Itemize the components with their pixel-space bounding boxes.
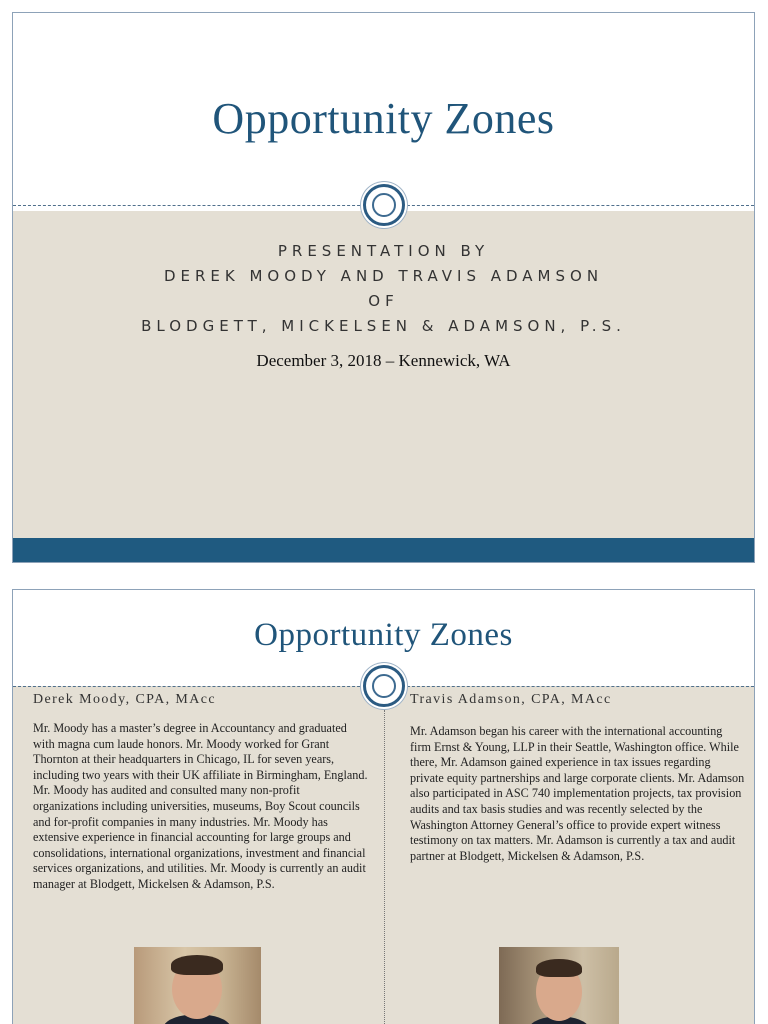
- presenters-names: DEREK MOODY AND TRAVIS ADAMSON: [163, 267, 604, 285]
- presentation-by-label: PRESENTATION BY: [277, 242, 490, 260]
- derek-moody-photo: [134, 947, 261, 1024]
- firm-name: BLODGETT, MICKELSEN & ADAMSON, P.S.: [141, 317, 626, 335]
- bio-slide: [12, 589, 755, 1024]
- ring-ornament-icon: [363, 184, 405, 226]
- travis-adamson-photo: [499, 947, 619, 1024]
- title-slide: [12, 12, 755, 563]
- content-panel: [13, 211, 754, 538]
- derek-moody-heading: Derek Moody, CPA, MAcc: [33, 692, 216, 707]
- slide-title: Opportunity Zones: [212, 94, 555, 143]
- slide-title: Opportunity Zones: [254, 617, 513, 653]
- derek-moody-bio: Mr. Moody has a master’s degree in Accountancy and graduated with magna cum laude honors. Mr. Moody worked for Grant Thornton at their headquarters in Chicago, IL for seven years, including two years with their UK affiliate in Birmingham, England. Mr. Moody has audited and consulted many non-profit organizations including universities, museums, Boy Scout councils and for-profit companies in many industries. Mr. Moody has extensive experience in financial accounting for large groups and consolidations, international organizations, investment and financial services organizations, and utilities. Mr. Moody is currently an audit manager at Blodgett, Mickelsen & Adamson, P.S.: [33, 721, 368, 891]
- of-label: OF: [368, 292, 399, 310]
- travis-adamson-heading: Travis Adamson, CPA, MAcc: [410, 692, 612, 707]
- footer-band: [13, 538, 754, 563]
- column-divider: [384, 710, 385, 1024]
- presentation-date: December 3, 2018 – Kennewick, WA: [256, 351, 511, 370]
- travis-adamson-bio: Mr. Adamson began his career with the international accounting firm Ernst & Young, LLP in their Seattle, Washington office. While there, Mr. Adamson gained experience in tax issues regarding private equity partnerships and large corporate clients. Mr. Adamson also participated in ASC 740 implementation projects, tax provision audits and tax basis studies and was recently selected by the Washington Attorney General’s office to provide expert witness testimony on tax matters. Mr. Adamson is currently a tax and audit partner at Blodgett, Mickelsen & Adamson, P.S.: [410, 724, 745, 863]
- ring-ornament-icon: [363, 665, 405, 707]
